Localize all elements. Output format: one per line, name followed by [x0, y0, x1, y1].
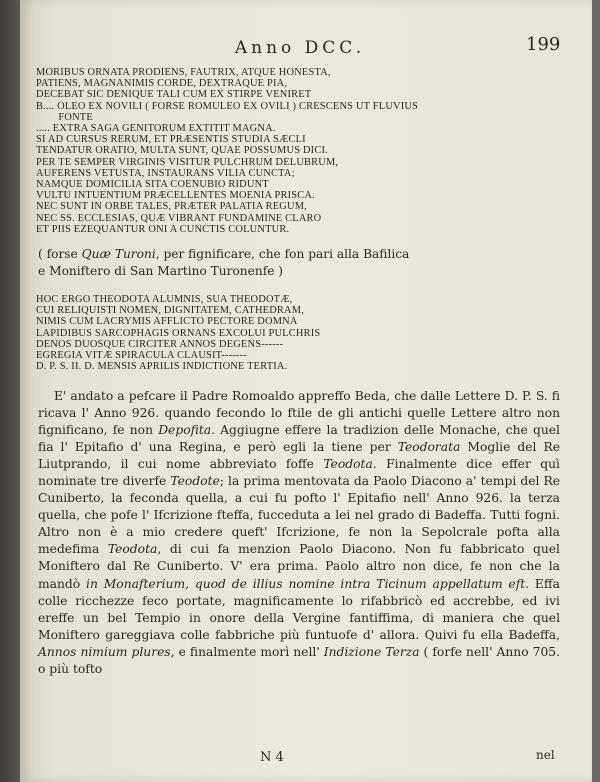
- inscription-line: PER TE SEMPER VIRGINIS VISITUR PULCHRUM DELUBRUM,: [36, 156, 339, 168]
- text-run: , di cui fa menzion Paolo Diacono. Non fu fabbricato quel Moniftero dal Re Cuniberto. V' era prima. Paolo altro non dice, fe non che la mandò: [38, 542, 560, 591]
- inscription-line: B.... OLEO EX NOVILI ( FORSE ROMULEO EX OVILI ) CRESCENS UT FLUVIUS: [36, 100, 419, 112]
- text-run: , e finalmente morì nell': [170, 644, 324, 659]
- text-run: . Finalmente dice effer quì nominate tre diverfe: [38, 457, 560, 489]
- italic-run: Depofita: [158, 423, 212, 438]
- inscription-dedication: [36, 294, 486, 372]
- inscription-line: NEC SUNT IN ORBE TALES, PRÆTER PALATIA REGUM,: [36, 201, 307, 213]
- inscription-line: ..... EXTRA SAGA GENITORUM EXTITIT MAGNA.: [36, 123, 276, 135]
- inscription-line: FONTE: [36, 111, 93, 123]
- text-run: Effa colle ricchezze feco portate, magnificamente lo rifabbricò ed accrebbe, ed ivi ereffe un bel Tempio in onore della Vergine fantiffima, di maniera che quel Moniftero gareggiava colle fabbriche più funtuofe d' allora. Quivi fu ella Badeffa,: [38, 576, 560, 642]
- inscription-line: NAMQUE DOMICILIA SITA COENUBIO RIDUNT: [36, 179, 269, 191]
- inscription-line: TENDATUR ORATIO, MULTA SUNT, QUAE POSSUMUS DICI.: [36, 145, 328, 157]
- inscription-line: NIMIS CUM LACRYMIS AFFLICTO PECTORE DOMNA: [36, 316, 298, 328]
- signature-mark: N 4: [260, 750, 284, 765]
- italic-run: Teodota: [107, 542, 158, 557]
- text-run: Moglie del Re Liutprando, il cui nome abbreviato foffe: [38, 440, 560, 472]
- note-text: , per fignificare, che fon pari alla Bafilica: [155, 247, 410, 261]
- inscription-line: NEC SS. ECCLESIAS, QUÆ VIBRANT FUNDAMINE CLARO: [36, 212, 322, 224]
- text-run: ( forfe nell' Anno 705. o più tofto: [38, 644, 561, 676]
- inscription-line: D. P. S. II. D. MENSIS APRILIS INDICTIONE TERTIA.: [36, 361, 288, 373]
- text-run: E' andato a pefcare il Padre Romoaldo appreffo Beda, che dalle Lettere D. P. S. fi ricava l' Anno 926. quando fecondo lo ftile de gli antichi quelle Lettere altro non fignificano, fe non: [38, 389, 560, 438]
- book-gutter: [0, 0, 20, 782]
- italic-run: in Monafterium, quod de illius nomine intra Ticinum appellatum eft.: [86, 576, 530, 591]
- note-text: ( forse: [38, 247, 82, 261]
- inscription-epitaph: [36, 67, 486, 235]
- text-run: ; la prima mentovata da Paolo Diacono a' tempi del Re Cuniberto, la feconda quella, a cui fu pofto l' Epitafio nell' Anno 926. la terza quella, che pofe l' Ifcrizione fteffa, fucceduta a lei nel grado di Badeffa. Tutti fogni. Altro non è a mio credere queft' Ifcrizione, fe non la Sepolcrale pofta alla medefima: [38, 474, 560, 557]
- running-header: Anno DCC.: [234, 38, 366, 58]
- inscription-line: ET PIIS EZEQUANTUR ONI A CUNCTIS COLUNTUR.: [36, 223, 290, 235]
- italic-run: Teodorata: [397, 440, 461, 455]
- inscription-line: CUI RELIQUISTI NOMEN, DIGNITATEM, CATHEDRAM,: [36, 305, 304, 317]
- catchword: nel: [536, 748, 555, 762]
- page-number: 199: [526, 34, 561, 55]
- inscription-line: DENOS DUOSQUE CIRCITER ANNOS DEGENS------: [36, 338, 284, 350]
- inscription-line: PATIENS, MAGNANIMIS CORDE, DEXTRAQUE PIA,: [36, 78, 288, 90]
- note-italic: Quæ Turoni: [81, 247, 156, 261]
- italic-run: Annos nimium plures: [38, 644, 171, 659]
- inscription-line: HOC ERGO THEODOTA ALUMNIS, SUA THEODOTÆ,: [36, 294, 293, 305]
- inscription-line: MORIBUS ORNATA PRODIENS, FAUTRIX, ATQUE HONESTA,: [36, 67, 331, 78]
- italic-run: Teodote: [170, 474, 220, 489]
- note-text: e Moniftero di San Martino Turonenfe ): [38, 264, 284, 278]
- inscription-line: EGREGIA VITÆ SPIRACULA CLAUSIT-------: [36, 350, 247, 362]
- inscription-line: LAPIDIBUS SARCOPHAGIS ORNANS EXCOLUI PULCHRIS: [36, 327, 321, 339]
- commentary-paragraph: [38, 388, 560, 678]
- inscription-line: AUFERENS VETUSTA, INSTAURANS VILIA CUNCTA;: [36, 167, 295, 179]
- inscription-line: DECEBAT SIC DENIQUE TALI CUM EX STIRPE VENIRET: [36, 89, 312, 101]
- inscription-line: SI AD CURSUS RERUM, ET PRÆSENTIS STUDIA SÆCLI: [36, 134, 306, 146]
- inscription-line: VULTU INTUENTIUM PRÆCELLENTES MOENIA PRISCA.: [36, 190, 315, 202]
- italic-run: Indizione Terza: [323, 644, 420, 659]
- italic-run: Teodota: [323, 457, 373, 472]
- text-run: . Aggiugne effere la tradizion delle Monache, che quel fia l' Epitafio d' una Regina, e però egli la tiene per: [38, 423, 560, 455]
- editorial-note: [38, 246, 558, 280]
- paragraph: [38, 388, 560, 678]
